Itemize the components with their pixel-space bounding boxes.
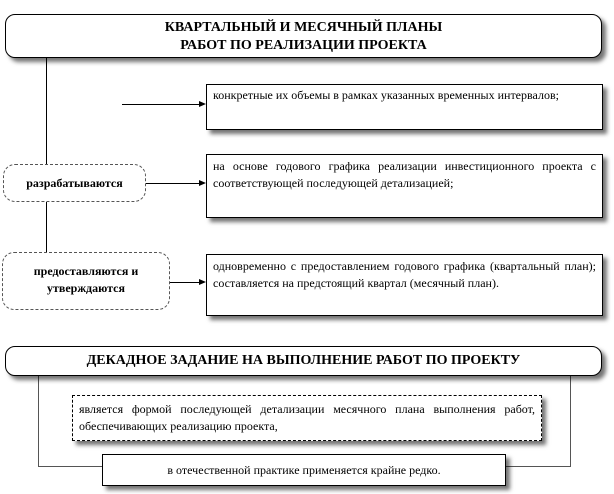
plan-item-timing-text: одновременно с предоставлением годового графика (квартальный план); составляется на предстоящий квартал (месячный план). bbox=[213, 259, 596, 290]
decade-left-bracket bbox=[38, 376, 39, 466]
develop-label-text: разрабатываются bbox=[26, 176, 123, 190]
decade-task-title-box bbox=[5, 346, 602, 376]
plan-item-volumes bbox=[206, 84, 603, 130]
decade-task-title: ДЕКАДНОЕ ЗАДАНИЕ НА ВЫПОЛНЕНИЕ РАБОТ ПО ПРОЕКТУ bbox=[86, 353, 521, 368]
plan-item-volumes-text: конкретные их объемы в рамках указанных временных интервалов; bbox=[213, 88, 559, 102]
decade-item-detailing bbox=[72, 395, 542, 441]
decade-item-detailing-text: является формой последующей детализации месячного плана выполнения работ, обеспечивающих реализацию проекта, bbox=[79, 402, 535, 433]
decade-item-practice bbox=[102, 454, 506, 486]
plan-item-timing bbox=[206, 254, 603, 316]
quarterly-plan-title-box bbox=[5, 14, 602, 58]
approve-label-line2: утверждаются bbox=[46, 281, 126, 295]
arrowhead-item3 bbox=[199, 279, 206, 285]
decade-item-practice-text: в отечественной практике применяется крайне редко. bbox=[167, 463, 441, 477]
decade-right-bracket bbox=[570, 376, 571, 466]
arrowhead-item2 bbox=[199, 180, 206, 186]
quarterly-plan-title-line1: КВАРТАЛЬНЫЙ И МЕСЯЧНЫЙ ПЛАНЫ bbox=[164, 20, 443, 35]
approve-label bbox=[2, 252, 170, 310]
quarterly-plan-title-line2: РАБОТ ПО РЕАЛИЗАЦИИ ПРОЕКТА bbox=[180, 38, 427, 53]
develop-label bbox=[3, 164, 146, 202]
decade-bottom-left-line bbox=[38, 466, 102, 467]
arrowhead-item1 bbox=[199, 101, 206, 107]
decade-bottom-right-line bbox=[506, 466, 571, 467]
plan-item-basis bbox=[206, 154, 603, 218]
approve-label-line1: предоставляются и bbox=[33, 264, 139, 278]
plan-item-basis-text: на основе годового графика реализации инвестиционного проекта с соответствующей последующей детализацией; bbox=[213, 159, 596, 190]
